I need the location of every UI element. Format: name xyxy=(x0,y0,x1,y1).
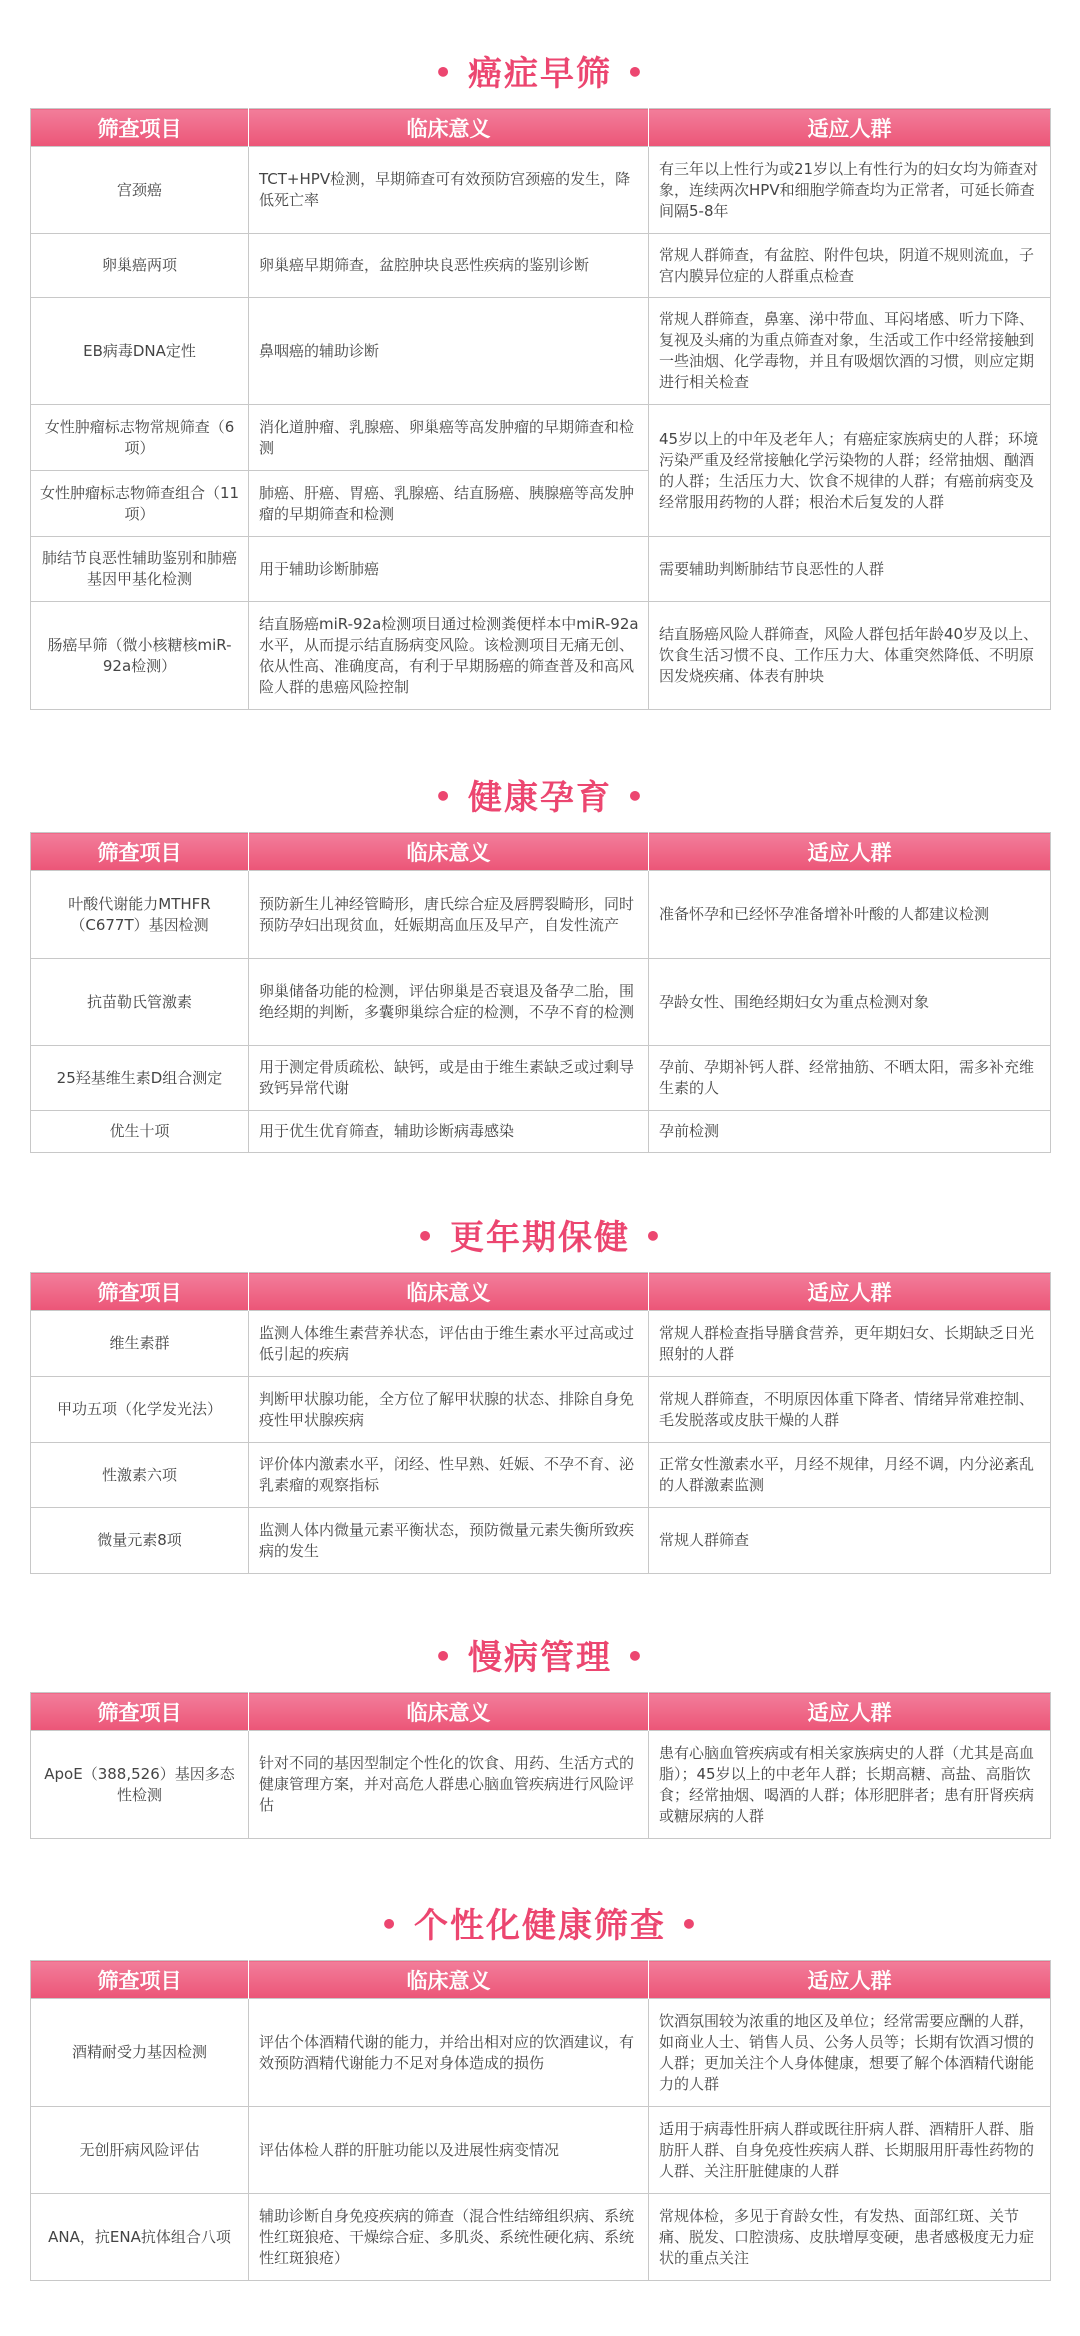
table-row xyxy=(31,959,1051,1046)
header-people: 适应人群 xyxy=(649,109,1051,147)
cell-people: 正常女性激素水平，月经不规律，月经不调，内分泌紊乱的人群激素监测 xyxy=(649,1443,1051,1508)
table-row xyxy=(31,1046,1051,1111)
screening-table xyxy=(30,832,1051,1153)
cell-meaning: 评估个体酒精代谢的能力，并给出相对应的饮酒建议，有效预防酒精代谢能力不足对身体造成的损伤 xyxy=(249,1999,649,2107)
cell-people: 常规人群筛查，鼻塞、涕中带血、耳闷堵感、听力下降、复视及头痛的为重点筛查对象，生活或工作中经常接触到一些油烟、化学毒物，并且有吸烟饮酒的习惯，则应定期进行相关检查 xyxy=(649,298,1051,405)
table-row xyxy=(31,405,1051,471)
bullet-dot-icon: • xyxy=(434,56,454,89)
cell-meaning: 判断甲状腺功能，全方位了解甲状腺的状态、排除自身免疫性甲状腺疾病 xyxy=(249,1377,649,1443)
header-item: 筛查项目 xyxy=(31,109,249,147)
cell-meaning: 用于辅助诊断肺癌 xyxy=(249,537,649,602)
screening-table xyxy=(30,1692,1051,1839)
header-people: 适应人群 xyxy=(649,1693,1051,1731)
table-row xyxy=(31,1311,1051,1377)
cell-item: 微量元素8项 xyxy=(31,1508,249,1574)
table-header xyxy=(31,1693,1051,1731)
section-menopause-care xyxy=(30,1202,1050,1574)
cell-meaning: 结直肠癌miR-92a检测项目通过检测粪便样本中miR-92a水平，从而提示结直肠病变风险。该检测项目无痛无创、依从性高、准确度高，有利于早期肠癌的筛查普及和高风险人群的患癌风险控制 xyxy=(249,602,649,710)
cell-item: 性激素六项 xyxy=(31,1443,249,1508)
cell-meaning: 针对不同的基因型制定个性化的饮食、用药、生活方式的健康管理方案，并对高危人群患心脑血管疾病进行风险评估 xyxy=(249,1731,649,1839)
section-title: • 癌症早筛 • xyxy=(434,54,646,94)
header-people: 适应人群 xyxy=(649,1273,1051,1311)
header-meaning: 临床意义 xyxy=(249,109,649,147)
cell-item: 甲功五项（化学发光法） xyxy=(31,1377,249,1443)
header-meaning: 临床意义 xyxy=(249,1273,649,1311)
table-header xyxy=(31,1961,1051,1999)
cell-people: 适用于病毒性肝病人群或既往肝病人群、酒精肝人群、脂肪肝人群、自身免疫性疾病人群、长期服用肝毒性药物的人群、关注肝脏健康的人群 xyxy=(649,2107,1051,2194)
cell-people: 45岁以上的中年及老年人；有癌症家族病史的人群；环境污染严重及经常接触化学污染物的人群；经常抽烟、酗酒的人群；生活压力大、饮食不规律的人群；有癌前病变及经常服用药物的人群；根治术后复发的人群 xyxy=(649,405,1051,537)
cell-meaning: 卵巢储备功能的检测，评估卵巢是否衰退及备孕二胎，围绝经期的判断，多囊卵巢综合症的检测，不孕不育的检测 xyxy=(249,959,649,1046)
cell-people: 结直肠癌风险人群筛查，风险人群包括年龄40岁及以上、饮食生活习惯不良、工作压力大、体重突然降低、不明原因发烧疾痛、体表有肿块 xyxy=(649,602,1051,710)
cell-people: 常规人群筛查，有盆腔、附件包块，阴道不规则流血，子宫内膜异位症的人群重点检查 xyxy=(649,234,1051,298)
cell-meaning: 预防新生儿神经管畸形，唐氏综合症及唇腭裂畸形，同时预防孕妇出现贫血，妊娠期高血压及早产，自发性流产 xyxy=(249,871,649,959)
cell-people: 常规人群筛查 xyxy=(649,1508,1051,1574)
cell-meaning: 评估体检人群的肝脏功能以及进展性病变情况 xyxy=(249,2107,649,2194)
table-row xyxy=(31,1377,1051,1443)
header-item: 筛查项目 xyxy=(31,1961,249,1999)
cell-item: 抗苗勒氏管激素 xyxy=(31,959,249,1046)
header-meaning: 临床意义 xyxy=(249,1693,649,1731)
screening-table xyxy=(30,1272,1051,1574)
cell-item: 肠癌早筛（微小核糖核miR-92a检测） xyxy=(31,602,249,710)
cell-item: 肺结节良恶性辅助鉴别和肺癌基因甲基化检测 xyxy=(31,537,249,602)
cell-item: ApoE（388,526）基因多态性检测 xyxy=(31,1731,249,1839)
table-row xyxy=(31,1731,1051,1839)
header-item: 筛查项目 xyxy=(31,833,249,871)
bullet-dot-icon: • xyxy=(644,1220,664,1253)
cell-meaning: 辅助诊断自身免疫疾病的筛查（混合性结缔组织病、系统性红斑狼疮、干燥综合症、多肌炎、系统性硬化病、系统性红斑狼疮） xyxy=(249,2194,649,2281)
cell-meaning: 用于优生优育筛查，辅助诊断病毒感染 xyxy=(249,1111,649,1153)
header-people: 适应人群 xyxy=(649,833,1051,871)
cell-meaning: 鼻咽癌的辅助诊断 xyxy=(249,298,649,405)
cell-meaning: 消化道肿瘤、乳腺癌、卵巢癌等高发肿瘤的早期筛查和检测 xyxy=(249,405,649,471)
cell-meaning: 肺癌、肝癌、胃癌、乳腺癌、结直肠癌、胰腺癌等高发肿瘤的早期筛查和检测 xyxy=(249,471,649,537)
cell-people: 需要辅助判断肺结节良恶性的人群 xyxy=(649,537,1051,602)
section-title: • 个性化健康筛查 • xyxy=(380,1906,700,1946)
table-row xyxy=(31,147,1051,234)
cell-item: 卵巢癌两项 xyxy=(31,234,249,298)
header-meaning: 临床意义 xyxy=(249,1961,649,1999)
bullet-dot-icon: • xyxy=(626,780,646,813)
table-row xyxy=(31,2107,1051,2194)
cell-people: 患有心脑血管疾病或有相关家族病史的人群（尤其是高血脂）；45岁以上的中老年人群；长期高糖、高盐、高脂饮食；经常抽烟、喝酒的人群；体形肥胖者；患有肝肾疾病或糖尿病的人群 xyxy=(649,1731,1051,1839)
cell-meaning: 用于测定骨质疏松、缺钙，或是由于维生素缺乏或过剩导致钙异常代谢 xyxy=(249,1046,649,1111)
table-row xyxy=(31,298,1051,405)
header-people: 适应人群 xyxy=(649,1961,1051,1999)
bullet-dot-icon: • xyxy=(626,56,646,89)
cell-people: 常规人群筛查，不明原因体重下降者、情绪异常难控制、毛发脱落或皮肤干燥的人群 xyxy=(649,1377,1051,1443)
cell-people: 孕前检测 xyxy=(649,1111,1051,1153)
table-row xyxy=(31,234,1051,298)
cell-people: 常规体检，多见于育龄女性，有发热、面部红斑、关节痛、脱发、口腔溃疡、皮肤增厚变硬，患者感极度无力症状的重点关注 xyxy=(649,2194,1051,2281)
section-title: • 健康孕育 • xyxy=(434,778,646,818)
table-row xyxy=(31,1508,1051,1574)
section-title: • 慢病管理 • xyxy=(434,1638,646,1678)
cell-meaning: 监测人体内微量元素平衡状态，预防微量元素失衡所致疾病的发生 xyxy=(249,1508,649,1574)
cell-people: 常规人群检查指导膳食营养，更年期妇女、长期缺乏日光照射的人群 xyxy=(649,1311,1051,1377)
cell-meaning: TCT+HPV检测，早期筛查可有效预防宫颈癌的发生，降低死亡率 xyxy=(249,147,649,234)
cell-item: 女性肿瘤标志物筛查组合（11项） xyxy=(31,471,249,537)
screening-table xyxy=(30,1960,1051,2281)
table-row xyxy=(31,602,1051,710)
header-meaning: 临床意义 xyxy=(249,833,649,871)
cell-people: 孕龄女性、围绝经期妇女为重点检测对象 xyxy=(649,959,1051,1046)
cell-item: 叶酸代谢能力MTHFR（C677T）基因检测 xyxy=(31,871,249,959)
bullet-dot-icon: • xyxy=(380,1908,400,1941)
cell-item: 优生十项 xyxy=(31,1111,249,1153)
cell-item: EB病毒DNA定性 xyxy=(31,298,249,405)
table-row xyxy=(31,1111,1051,1153)
section-cancer-screening xyxy=(30,38,1050,710)
section-personalized-screening xyxy=(30,1890,1050,2281)
bullet-dot-icon: • xyxy=(626,1640,646,1673)
cell-meaning: 评价体内激素水平，闭经、性早熟、妊娠、不孕不育、泌乳素瘤的观察指标 xyxy=(249,1443,649,1508)
section-healthy-pregnancy xyxy=(30,762,1050,1153)
table-header xyxy=(31,1273,1051,1311)
cell-item: ANA，抗ENA抗体组合八项 xyxy=(31,2194,249,2281)
cell-people: 准备怀孕和已经怀孕准备增补叶酸的人都建议检测 xyxy=(649,871,1051,959)
table-row xyxy=(31,537,1051,602)
cell-people: 饮酒氛围较为浓重的地区及单位；经常需要应酬的人群，如商业人士、销售人员、公务人员等；长期有饮酒习惯的人群；更加关注个人身体健康，想要了解个体酒精代谢能力的人群 xyxy=(649,1999,1051,2107)
section-chronic-disease xyxy=(30,1622,1050,1839)
cell-item: 宫颈癌 xyxy=(31,147,249,234)
cell-meaning: 监测人体维生素营养状态，评估由于维生素水平过高或过低引起的疾病 xyxy=(249,1311,649,1377)
cell-people: 孕前、孕期补钙人群、经常抽筋、不晒太阳，需多补充维生素的人 xyxy=(649,1046,1051,1111)
cell-meaning: 卵巢癌早期筛查，盆腔肿块良恶性疾病的鉴别诊断 xyxy=(249,234,649,298)
bullet-dot-icon: • xyxy=(434,1640,454,1673)
table-header xyxy=(31,109,1051,147)
table-row xyxy=(31,1443,1051,1508)
cell-item: 酒精耐受力基因检测 xyxy=(31,1999,249,2107)
bullet-dot-icon: • xyxy=(434,780,454,813)
bullet-dot-icon: • xyxy=(416,1220,436,1253)
cell-people: 有三年以上性行为或21岁以上有性行为的妇女均为筛查对象，连续两次HPV和细胞学筛查均为正常者，可延长筛查间隔5-8年 xyxy=(649,147,1051,234)
table-header xyxy=(31,833,1051,871)
cell-item: 无创肝病风险评估 xyxy=(31,2107,249,2194)
screening-table xyxy=(30,108,1051,710)
header-item: 筛查项目 xyxy=(31,1273,249,1311)
header-item: 筛查项目 xyxy=(31,1693,249,1731)
cell-item: 维生素群 xyxy=(31,1311,249,1377)
cell-item: 25羟基维生素D组合测定 xyxy=(31,1046,249,1111)
bullet-dot-icon: • xyxy=(680,1908,700,1941)
section-title: • 更年期保健 • xyxy=(416,1218,664,1258)
table-row xyxy=(31,871,1051,959)
table-row xyxy=(31,1999,1051,2107)
cell-item: 女性肿瘤标志物常规筛查（6项） xyxy=(31,405,249,471)
table-row xyxy=(31,2194,1051,2281)
